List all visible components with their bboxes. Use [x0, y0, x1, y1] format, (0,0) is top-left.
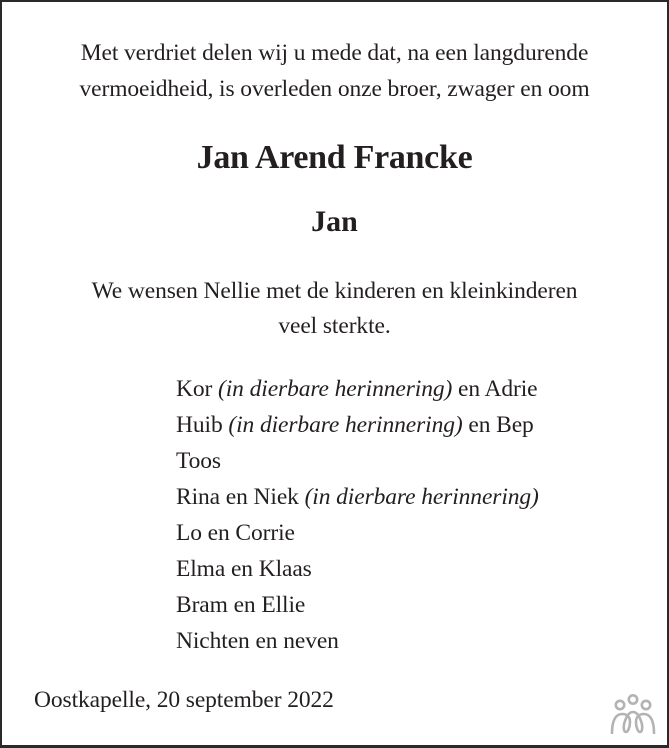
intro-text: [2, 35, 667, 107]
family-list: [176, 371, 539, 659]
family-names: Elma en Klaas: [176, 556, 312, 582]
deceased-full-name: Jan Arend Francke: [196, 139, 473, 176]
family-names: Huib: [176, 412, 229, 438]
family-item: [176, 479, 539, 515]
family-names: Kor: [176, 376, 219, 402]
family-item: [176, 443, 539, 479]
family-names: Lo en Corrie: [176, 520, 295, 546]
family-item: [176, 623, 539, 659]
in-memoriam-note: (in dierbare herinnering): [228, 412, 463, 438]
wish-line: We wensen Nellie met de kinderen en kleinkinderen: [91, 278, 578, 304]
family-item: [176, 587, 539, 623]
family-names: Bram en Ellie: [176, 592, 306, 618]
family-names: Toos: [176, 448, 221, 474]
intro-line: vermoeidheid, is overleden onze broer, zwager en oom: [79, 76, 590, 102]
family-names: en Bep: [462, 412, 534, 438]
place-and-date: Oostkapelle, 20 september 2022: [34, 687, 334, 713]
family-item: [176, 515, 539, 551]
in-memoriam-note: (in dierbare herinnering): [218, 376, 453, 402]
wish-line: veel sterkte.: [278, 313, 391, 339]
family-names: en Adrie: [452, 376, 538, 402]
deceased-nickname: Jan: [311, 205, 358, 238]
condolence-wish: [2, 274, 667, 344]
family-item: [176, 371, 539, 407]
family-item: [176, 551, 539, 587]
family-names: Rina en Niek: [176, 484, 305, 510]
family-item: [176, 407, 539, 443]
family-group-icon: [610, 694, 656, 734]
intro-line: Met verdriet delen wij u mede dat, na een langdurende: [80, 40, 589, 66]
family-names: Nichten en neven: [176, 628, 339, 654]
in-memoriam-note: (in dierbare herinnering): [304, 484, 539, 510]
